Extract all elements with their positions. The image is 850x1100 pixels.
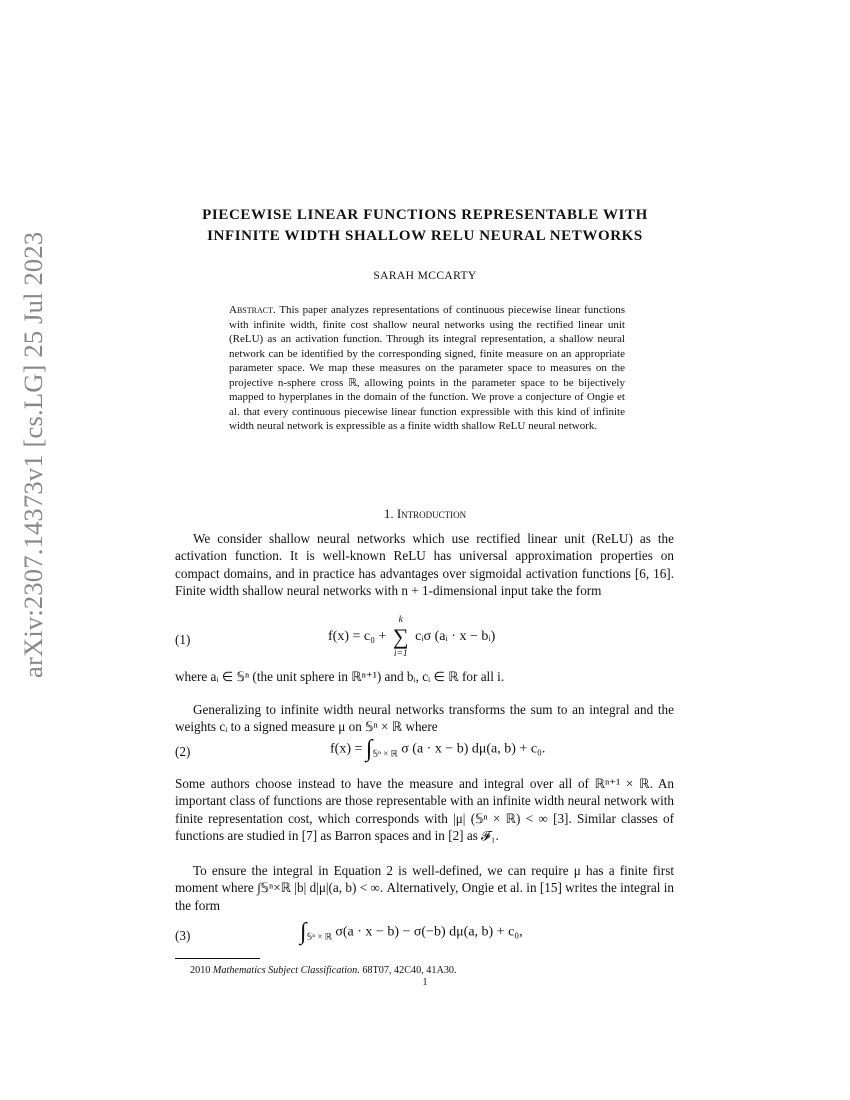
equation-1-rhs: cᵢσ (aᵢ · x − bᵢ) — [415, 629, 496, 645]
arxiv-stamp — [12, 231, 52, 678]
paragraph-5: To ensure the integral in Equation 2 is well-defined, we can require μ has a finite first moment where ∫𝕊ⁿ×ℝ |b| d|μ|(a, b) < ∞. Alternatively, Ongie et al. in [15] writes the integral in the form — [175, 863, 674, 913]
abstract-text: This paper analyzes representations of continuous piecewise linear functions with infinite width, finite cost shallow neural networks using the rectified linear unit (ReLU) as an activation function. Through its integral representation, a shallow neural network can be identified by the corresponding signed, finite measure on an appropriate parameter space. We map these measures on the parameter space to measures on the projective n-sphere cross ℝ, allowing points in the parameter space to be bijectively mapped to hyperplanes in the domain of the function. We prove a conjecture of Ongie et al. that every continuous piecewise linear function expressible with this kind of infinite width neural network is expressible as a finite width shallow ReLU neural network. — [229, 304, 625, 432]
title-line-2: INFINITE WIDTH SHALLOW RELU NEURAL NETWORKS — [207, 228, 643, 244]
title-line-1: PIECEWISE LINEAR FUNCTIONS REPRESENTABLE WITH — [202, 207, 648, 223]
equation-1-label: (1) — [175, 632, 191, 647]
integral-icon: ∫ — [300, 919, 307, 945]
equation-3 — [300, 919, 523, 946]
footnote — [190, 965, 457, 976]
equation-2-lhs: f(x) = — [330, 741, 363, 757]
section-title: Introduction — [396, 506, 467, 521]
sum-upper-limit: k — [398, 615, 403, 625]
abstract-label: Abstract. — [229, 304, 276, 316]
author: SARAH MCCARTY — [373, 270, 477, 282]
paragraph-3: Generalizing to infinite width neural networks transforms the sum to an integral and the weights cᵢ to a signed measure μ on 𝕊ⁿ × ℝ where — [175, 702, 674, 735]
footnote-rule — [175, 958, 260, 959]
page-number: 1 — [422, 977, 428, 988]
equation-3-label: (3) — [175, 928, 191, 943]
equation-2-rhs: σ (a · x − b) dμ(a, b) + c₀. — [401, 741, 546, 757]
paper-title — [150, 205, 700, 247]
footnote-codes: 68T07, 42C40, 41A30. — [362, 965, 457, 976]
paragraph-4: Some authors choose instead to have the measure and integral over all of ℝⁿ⁺¹ × ℝ. An important class of functions are those representable with an infinite width neural network with finite representation cost, which corresponds with |μ| (𝕊ⁿ × ℝ) < ∞ [3]. Similar classes of functions are studied in [7] as Barron spaces and in [2] as 𝓕₁. — [175, 776, 674, 843]
footnote-year: 2010 — [190, 965, 211, 976]
equation-2-label: (2) — [175, 744, 191, 759]
footnote-label: Mathematics Subject Classification. — [212, 965, 360, 976]
equation-2-domain: 𝕊ⁿ × ℝ — [372, 748, 398, 759]
sigma-icon: ∑ — [392, 624, 409, 649]
summation-symbol — [393, 614, 409, 660]
paragraph-2: where aᵢ ∈ 𝕊ⁿ (the unit sphere in ℝⁿ⁺¹) and bᵢ, cᵢ ∈ ℝ for all i. — [175, 669, 505, 684]
equation-2 — [330, 736, 545, 763]
equation-1-lhs: f(x) = c₀ + — [328, 629, 387, 645]
section-number: 1. — [383, 506, 394, 521]
section-heading — [150, 506, 700, 522]
paragraph-1: We consider shallow neural networks which use rectified linear unit (ReLU) as the activation function. It is well-known ReLU has universal approximation properties on compact domains, and in practice has advantages over sigmoidal activation functions [6, 16]. Finite width shallow neural networks with n + 1-dimensional input take the form — [175, 531, 674, 598]
abstract — [229, 303, 625, 434]
equation-1 — [328, 614, 495, 660]
sum-lower-limit: i=1 — [393, 649, 408, 659]
integral-icon: ∫ — [365, 736, 373, 762]
arxiv-stamp-text: arXiv:2307.14373v1 [cs.LG] 25 Jul 2023 — [18, 231, 48, 678]
equation-3-domain: 𝕊ⁿ × ℝ — [306, 931, 332, 942]
equation-3-rhs: σ(a · x − b) − σ(−b) dμ(a, b) + c₀, — [335, 924, 523, 940]
